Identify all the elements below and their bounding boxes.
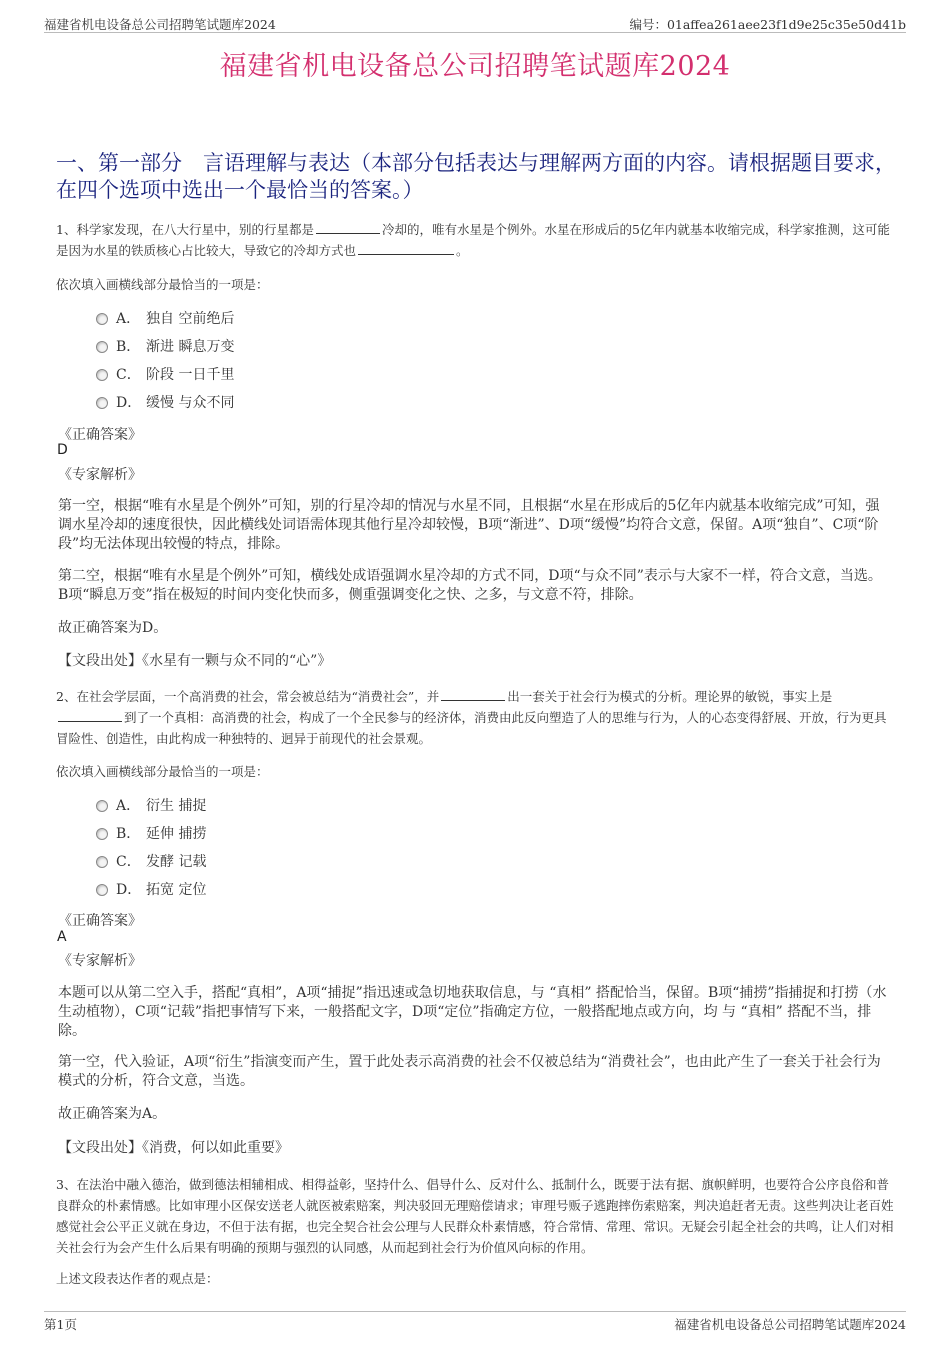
q2-answer-label: 《正确答案》 — [58, 913, 142, 929]
q2-analysis-paragraph: 第一空，代入验证，A项“衍生”指演变而产生，置于此处表示高消费的社会不仅被总结为“消费社会”，也由此产生了一套关于社会行为模式的分析，符合文意，当选。 — [58, 1054, 881, 1089]
q2-text-part-c: 到了一个真相：高消费的社会，构成了一个全民参与的经济体，消费由此反向塑造了人的思维与行为，人的心态变得舒展、开放，行为更具冒险性、创造性，由此构成一种独特的、迥异于前现代的社会景观。 — [56, 710, 887, 746]
radio-icon[interactable] — [96, 369, 108, 381]
radio-icon[interactable] — [96, 856, 108, 868]
radio-icon[interactable] — [96, 397, 108, 409]
fill-blank — [58, 709, 122, 722]
q1-analysis-paragraph: 第一空，根据“唯有水星是个例外”可知，别的行星冷却的情况与水星不同，且根据“水星在形成后的5亿年内就基本收缩完成”可知，强调水星冷却的速度很快，因此横线处词语需体现其他行星冷却较慢，B项“渐进”、D项“缓慢”均符合文意，保留。A项“独自”、C项“阶段”均无法体现出较慢的特点，排除。 — [58, 498, 880, 552]
fill-blank — [358, 242, 454, 255]
fill-blank — [441, 688, 505, 701]
q1-answer-label: 《正确答案》 — [58, 427, 142, 443]
radio-icon[interactable] — [96, 341, 108, 353]
q2-analysis-label: 《专家解析》 — [58, 953, 142, 969]
q2-text-part-b: 出一套关于社会行为模式的分析。理论界的敏锐，事实上是 — [507, 689, 833, 704]
question-3-text: 3、在法治中融入德治，做到德法相辅相成、相得益彰，坚持什么、倡导什么、反对什么、抵制什么，既要于法有据、旗帜鲜明，也要符合公序良俗和普良群众的朴素情感。比如审理小区保安送老人就医被索赔案，判决驳回无理赔偿请求；审理号贩子逃跑摔伤索赔案，判决追赶者无责。这些判决让老百姓感觉社会公平正义就在身边，不但于法有据，也完全契合社会公理与人民群众朴素情感，符合常情、常理、常识。无疑会引起全社会的共鸣，让人们对相关社会行为会产生什么后果有明确的预期与强烈的认同感，从而起到社会行为价值风向标的作用。 — [56, 1177, 894, 1255]
q2-answer: A — [57, 929, 67, 945]
q1-answer: D — [57, 442, 68, 458]
radio-icon[interactable] — [96, 884, 108, 896]
q2-analysis-paragraph: 本题可以从第二空入手，搭配“真相”，A项“捕捉”指迅速或急切地获取信息，与 “真相” 搭配恰当，保留。B项“捕捞”指捕捉和打捞（水生动植物），C项“记载”指把事情写下来，一般搭配文字，D项“定位”指确定方位，一般搭配地点或方向，均 与 “真相” 搭配不当，排除。 — [58, 985, 887, 1039]
page-footer — [44, 1311, 906, 1332]
q2-text-part-a: 2、在社会学层面，一个高消费的社会，常会被总结为“消费社会”，并 — [56, 689, 440, 704]
document-title: 福建省机电设备总公司招聘笔试题库2024 — [219, 51, 731, 82]
q2-option-b[interactable]: B． 延伸 捕捞 — [96, 825, 206, 843]
q1-conclusion: 故正确答案为D。 — [58, 620, 168, 636]
section-heading: 一、第一部分 言语理解与表达（本部分包括表达与理解两方面的内容。请根据题目要求，在四个选项中选出一个最恰当的答案。） — [56, 151, 896, 202]
q1-text-part-c: 。 — [456, 243, 469, 258]
q1-option-d[interactable]: D． 缓慢 与众不同 — [96, 394, 234, 412]
q2-option-d[interactable]: D． 拓宽 定位 — [96, 881, 206, 899]
q1-option-c[interactable]: C． 阶段 一日千里 — [96, 366, 234, 384]
radio-icon[interactable] — [96, 828, 108, 840]
fill-blank — [316, 221, 380, 234]
q2-option-a[interactable]: A． 衍生 捕捉 — [96, 797, 206, 815]
header-doc-id: 编号：01affea261aee23f1d9e25c35e50d41b — [629, 17, 906, 32]
q2-source: 【文段出处】《消费，何以如此重要》 — [58, 1140, 289, 1156]
footer-doc-name: 福建省机电设备总公司招聘笔试题库2024 — [674, 1317, 906, 1332]
q1-text-part-a: 1、科学家发现，在八大行星中，别的行星都是 — [56, 222, 314, 237]
question-3-prompt: 上述文段表达作者的观点是： — [56, 1271, 219, 1286]
question-2-text — [56, 686, 898, 749]
q1-text-part-b: 冷却的，唯有水星是个例外。水星在形成后的5亿年内就基本收缩完成，科学家推测，这可能是因为水星的铁质核心占比较大，导致它的冷却方式也 — [56, 222, 890, 258]
q1-analysis-label: 《专家解析》 — [58, 467, 142, 483]
question-1-text — [56, 219, 898, 261]
q2-conclusion: 故正确答案为A。 — [58, 1106, 167, 1122]
q1-option-a[interactable]: A． 独自 空前绝后 — [96, 310, 234, 328]
radio-icon[interactable] — [96, 313, 108, 325]
q1-analysis-paragraph: 第二空，根据“唯有水星是个例外”可知，横线处成语强调水星冷却的方式不同，D项“与众不同”表示与大家不一样，符合文意，当选。B项“瞬息万变”指在极短的时间内变化快而多，侧重强调变化之快、之多，与文意不符，排除。 — [58, 568, 882, 603]
page-header — [44, 14, 906, 33]
q1-source: 【文段出处】《水星有一颗与众不同的“心”》 — [58, 653, 332, 669]
header-doc-name: 福建省机电设备总公司招聘笔试题库2024 — [44, 17, 276, 32]
q1-option-b[interactable]: B． 渐进 瞬息万变 — [96, 338, 234, 356]
page-number: 第1页 — [44, 1317, 77, 1332]
question-2-prompt: 依次填入画横线部分最恰当的一项是： — [56, 764, 269, 779]
question-1-prompt: 依次填入画横线部分最恰当的一项是： — [56, 277, 269, 292]
radio-icon[interactable] — [96, 800, 108, 812]
q2-option-c[interactable]: C． 发酵 记载 — [96, 853, 206, 871]
